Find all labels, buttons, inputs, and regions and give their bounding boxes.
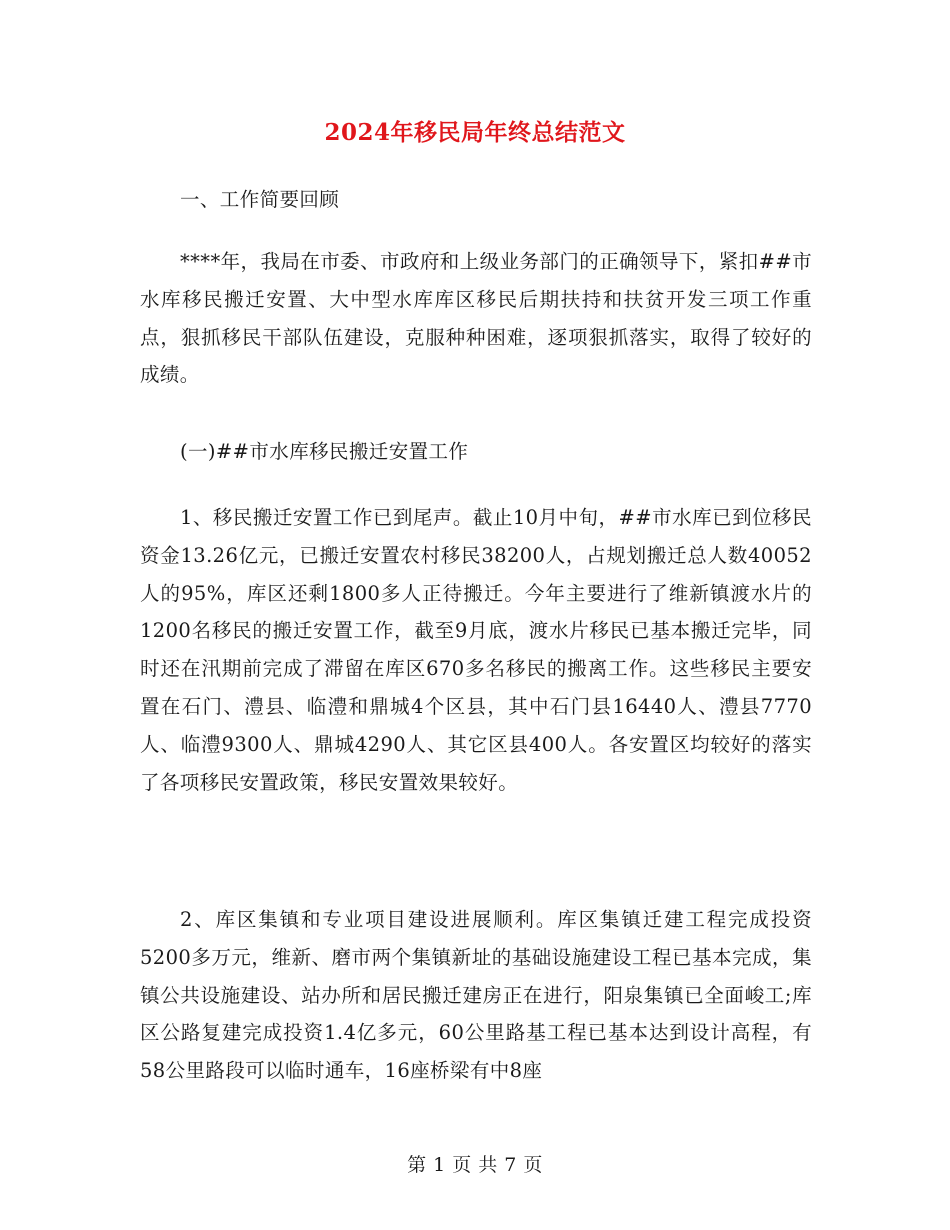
body-paragraph: 2、库区集镇和专业项目建设进展顺利。库区集镇迁建工程完成投资5200多万元，维新、磨市两个集镇新址的基础设施建设工程已基本完成，集镇公共设施建设、站办所和居民搬迁建房正在进行，阳泉集镇已全面峻工;库区公路复建完成投资1.4亿多元，60公里路基工程已基本达到设计高程，有58公里路段可以临时通车，16座桥梁有中8座 [140, 908, 812, 1083]
document-title: 2024年移民局年终总结范文 [324, 119, 626, 146]
subsection-heading: (一)##市水库移民搬迁安置工作 [180, 440, 469, 463]
page-footer: 第 1 页 共 7 页 [407, 1154, 543, 1176]
body-paragraph: ****年，我局在市委、市政府和上级业务部门的正确领导下，紧扣##市水库移民搬迁安置、大中型水库库区移民后期扶持和扶贫开发三项工作重点，狠抓移民干部队伍建设，克服种种困难，逐项狠抓落实，取得了较好的成绩。 [140, 250, 812, 387]
section-heading: 一、工作简要回顾 [180, 188, 340, 211]
body-paragraph: 1、移民搬迁安置工作已到尾声。截止10月中旬，##市水库已到位移民资金13.26亿元，已搬迁安置农村移民38200人，占规划搬迁总人数40052人的95%，库区还剩1800多人正待搬迁。今年主要进行了维新镇渡水片的1200名移民的搬迁安置工作，截至9月底，渡水片移民已基本搬迁完毕，同时还在汛期前完成了滞留在库区670多名移民的搬离工作。这些移民主要安置在石门、澧县、临澧和鼎城4个区县，其中石门县16440人、澧县7770人、临澧9300人、鼎城4290人、其它区县400人。各安置区均较好的落实了各项移民安置政策，移民安置效果较好。 [140, 506, 812, 794]
